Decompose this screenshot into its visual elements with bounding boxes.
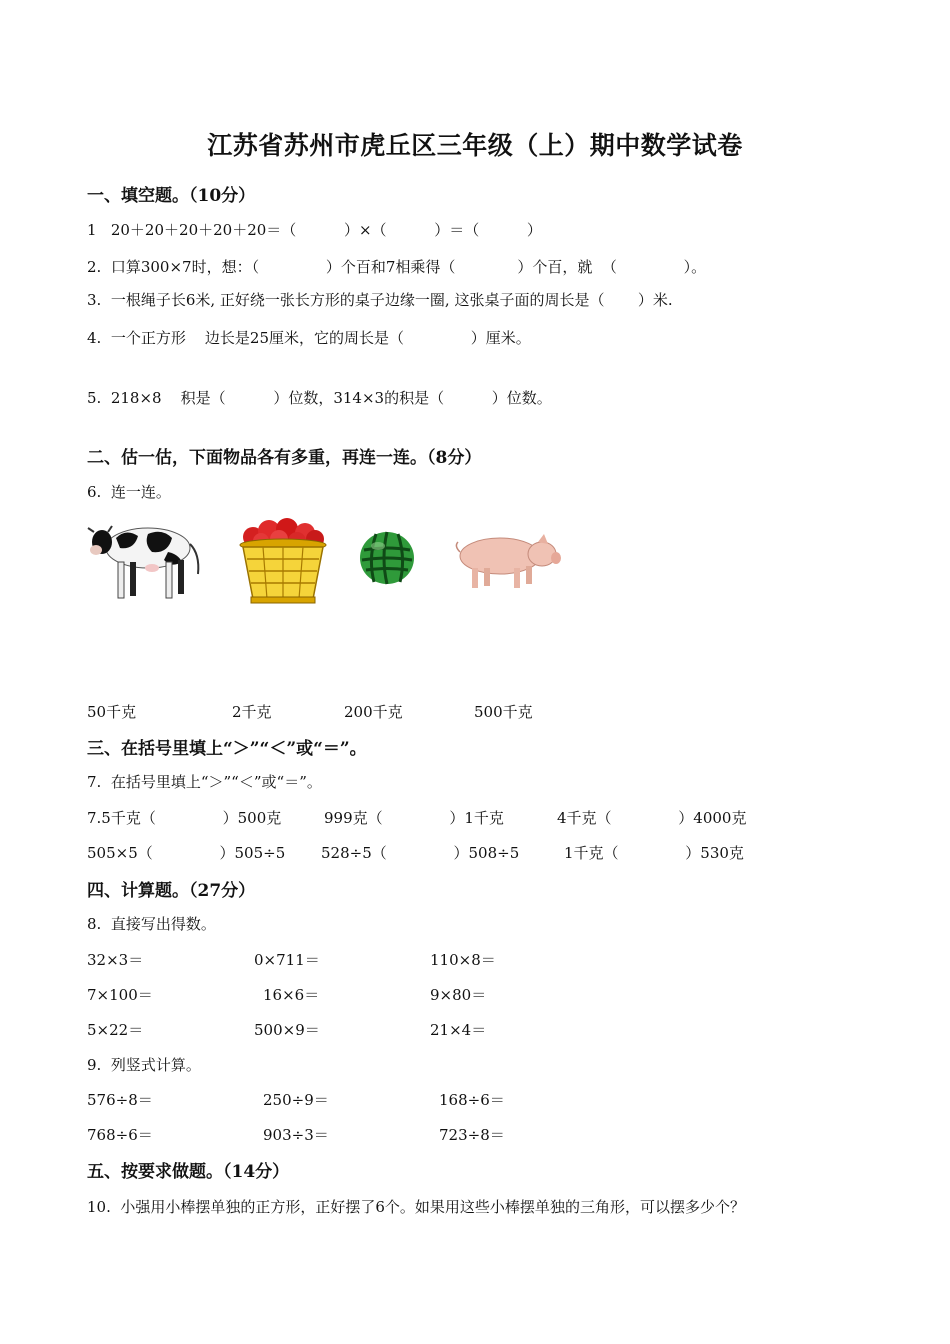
oral-calc: 32×3＝	[87, 951, 144, 969]
compare-item: 999克（ ）1千克	[324, 809, 504, 827]
section-5-heading: 五、按要求做题。（14分）	[87, 1162, 290, 1182]
oral-calc: 500×9＝	[254, 1021, 320, 1039]
oral-calc: 5×22＝	[87, 1021, 144, 1039]
pig-image	[452, 528, 562, 592]
oral-calc: 0×711＝	[254, 951, 320, 969]
weight-label-1: 50千克	[87, 703, 137, 721]
watermelon-image	[358, 530, 416, 586]
apple-basket-image	[239, 515, 327, 605]
question-1: 1 20＋20＋20＋20＋20＝（ ）×（ ）＝（ ）	[87, 221, 542, 239]
section-1-heading: 一、填空题。（10分）	[87, 186, 256, 206]
oral-calc: 110×8＝	[430, 951, 496, 969]
weight-label-3: 200千克	[344, 703, 403, 721]
weight-label-4: 500千克	[474, 703, 533, 721]
question-4: 4. 一个正方形 边长是25厘米，它的周长是（ ）厘米。	[87, 329, 531, 347]
vertical-calc: 168÷6＝	[439, 1091, 505, 1109]
question-8: 8. 直接写出得数。	[87, 915, 216, 933]
question-9: 9. 列竖式计算。	[87, 1056, 201, 1074]
oral-calc: 9×80＝	[430, 986, 487, 1004]
question-6: 6. 连一连。	[87, 483, 171, 501]
vertical-calc: 576÷8＝	[87, 1091, 153, 1109]
question-3: 3. 一根绳子长6米, 正好绕一张长方形的桌子边缘一圈, 这张桌子面的周长是（ ）米.	[87, 291, 673, 309]
section-2-heading: 二、估一估，下面物品各有多重，再连一连。（8分）	[87, 448, 482, 468]
oral-calc: 16×6＝	[263, 986, 320, 1004]
vertical-calc: 723÷8＝	[439, 1126, 505, 1144]
compare-item: 7.5千克（ ）500克	[87, 809, 282, 827]
question-5: 5. 218×8 积是（ ）位数，314×3的积是（ ）位数。	[87, 389, 552, 407]
compare-item: 528÷5（ ）508÷5	[321, 844, 520, 862]
page-title: 江苏省苏州市虎丘区三年级（上）期中数学试卷	[207, 131, 743, 160]
vertical-calc: 768÷6＝	[87, 1126, 153, 1144]
vertical-calc: 903÷3＝	[263, 1126, 329, 1144]
question-2: 2. 口算300×7时，想：（ ）个百和7相乘得（ ）个百，就 （ ）。	[87, 258, 707, 276]
oral-calc: 7×100＝	[87, 986, 153, 1004]
section-3-heading: 三、在括号里填上“＞”“＜”或“＝”。	[87, 739, 367, 759]
question-7: 7. 在括号里填上“＞”“＜”或“＝”。	[87, 773, 322, 791]
weight-label-2: 2千克	[232, 703, 272, 721]
compare-item: 1千克（ ）530克	[564, 844, 744, 862]
vertical-calc: 250÷9＝	[263, 1091, 329, 1109]
compare-item: 4千克（ ）4000克	[557, 809, 747, 827]
compare-item: 505×5（ ）505÷5	[87, 844, 286, 862]
oral-calc: 21×4＝	[430, 1021, 487, 1039]
cow-image	[86, 512, 210, 604]
question-10: 10. 小强用小棒摆单独的正方形，正好摆了6个。如果用这些小棒摆单独的三角形，可以摆多少个？	[87, 1198, 745, 1216]
section-4-heading: 四、计算题。（27分）	[87, 881, 256, 901]
